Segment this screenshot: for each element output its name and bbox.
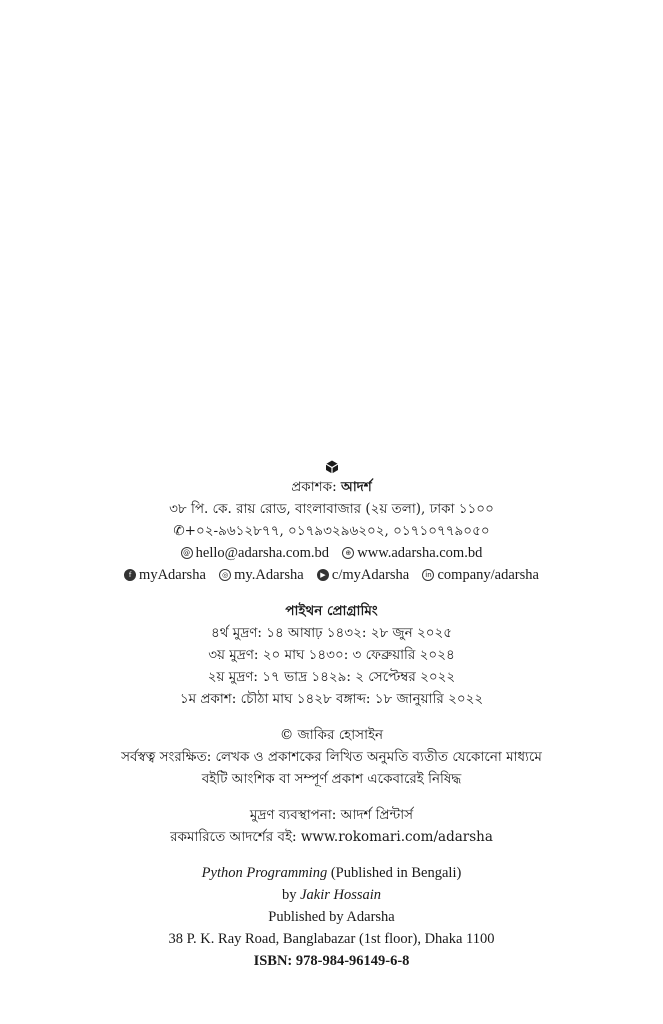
edition-line: ১ম প্রকাশ: চৌঠা মাঘ ১৪২৮ বঙ্গাব্দ: ১৮ জানুয়ারি ২০২২: [179, 691, 484, 707]
publisher-line: [291, 476, 372, 498]
facebook-icon: f: [124, 569, 136, 581]
social-facebook[interactable]: myAdarsha: [139, 567, 206, 583]
contact-line: [181, 542, 483, 564]
rights-line-2: বইটি আংশিক বা সম্পূর্ণ প্রকাশ একেবারেই নিষিদ্ধ: [201, 771, 462, 787]
english-title-note: (Published in Bengali): [327, 865, 462, 881]
english-address: 38 P. K. Ray Road, Banglabazar (1st floor), Dhaka 1100: [168, 931, 495, 947]
print-management: মুদ্রণ ব্যবস্থাপনা: আদর্শ প্রিন্টার্স: [249, 807, 414, 823]
publisher-website[interactable]: www.adarsha.com.bd: [357, 545, 483, 561]
social-line: [124, 564, 539, 586]
social-youtube[interactable]: c/myAdarsha: [331, 567, 410, 583]
book-title-bn: পাইথন প্রোগ্রামিং: [285, 603, 378, 619]
english-author: Jakir Hossain: [300, 887, 382, 903]
email-icon: @: [181, 547, 193, 559]
english-title-line: [202, 862, 462, 884]
publisher-phone-line: [173, 520, 489, 542]
rights-line-1: সর্বস্বত্ব সংরক্ষিত: লেখক ও প্রকাশকের লিখিত অনুমতি ব্যতীত যেকোনো মাধ্যমে: [121, 749, 542, 765]
imprint-block: [0, 460, 663, 972]
globe-icon: ⊕: [342, 547, 354, 559]
edition-line: ২য় মুদ্রণ: ১৭ ভাদ্র ১৪২৯: ২ সেপ্টেম্বর ২০২২: [207, 669, 456, 685]
instagram-icon: ◎: [219, 569, 231, 581]
adarsha-logo-icon: [325, 460, 339, 474]
rokomari-line: রকমারিতে আদর্শের বই: www.rokomari.com/adarsha: [170, 829, 493, 845]
edition-line: ৩য় মুদ্রণ: ২০ মাঘ ১৪৩০: ৩ ফেব্রুয়ারি ২০২৪: [208, 647, 455, 663]
publisher-address: ৩৮ পি. কে. রায় রোড, বাংলাবাজার (২য় তলা), ঢাকা ১১০০: [169, 501, 494, 517]
publisher-name: আদর্শ: [340, 479, 372, 495]
linkedin-icon: in: [422, 569, 434, 581]
isbn: ISBN: 978-984-96149-6-8: [253, 953, 410, 969]
social-instagram[interactable]: my.Adarsha: [234, 567, 304, 583]
publisher-email[interactable]: hello@adarsha.com.bd: [195, 545, 329, 561]
youtube-icon: ▶: [317, 569, 329, 581]
publisher-label: প্রকাশক:: [291, 479, 337, 495]
english-author-line: [282, 884, 381, 906]
social-linkedin[interactable]: company/adarsha: [437, 567, 539, 583]
copyright-line: © জাকির হোসাইন: [279, 727, 384, 743]
english-published-by: Published by Adarsha: [268, 909, 395, 925]
edition-line: ৪র্থ মুদ্রণ: ১৪ আষাঢ় ১৪৩২: ২৮ জুন ২০২৫: [210, 625, 453, 641]
english-title: Python Programming: [201, 865, 328, 881]
publisher-phone: +০২-৯৬১২৮৭৭, ০১৭৯৩২৯৬২০২, ০১৭১০৭৭৯০৫০: [184, 523, 490, 539]
phone-icon: ✆: [173, 523, 185, 539]
english-by: by: [281, 887, 301, 903]
